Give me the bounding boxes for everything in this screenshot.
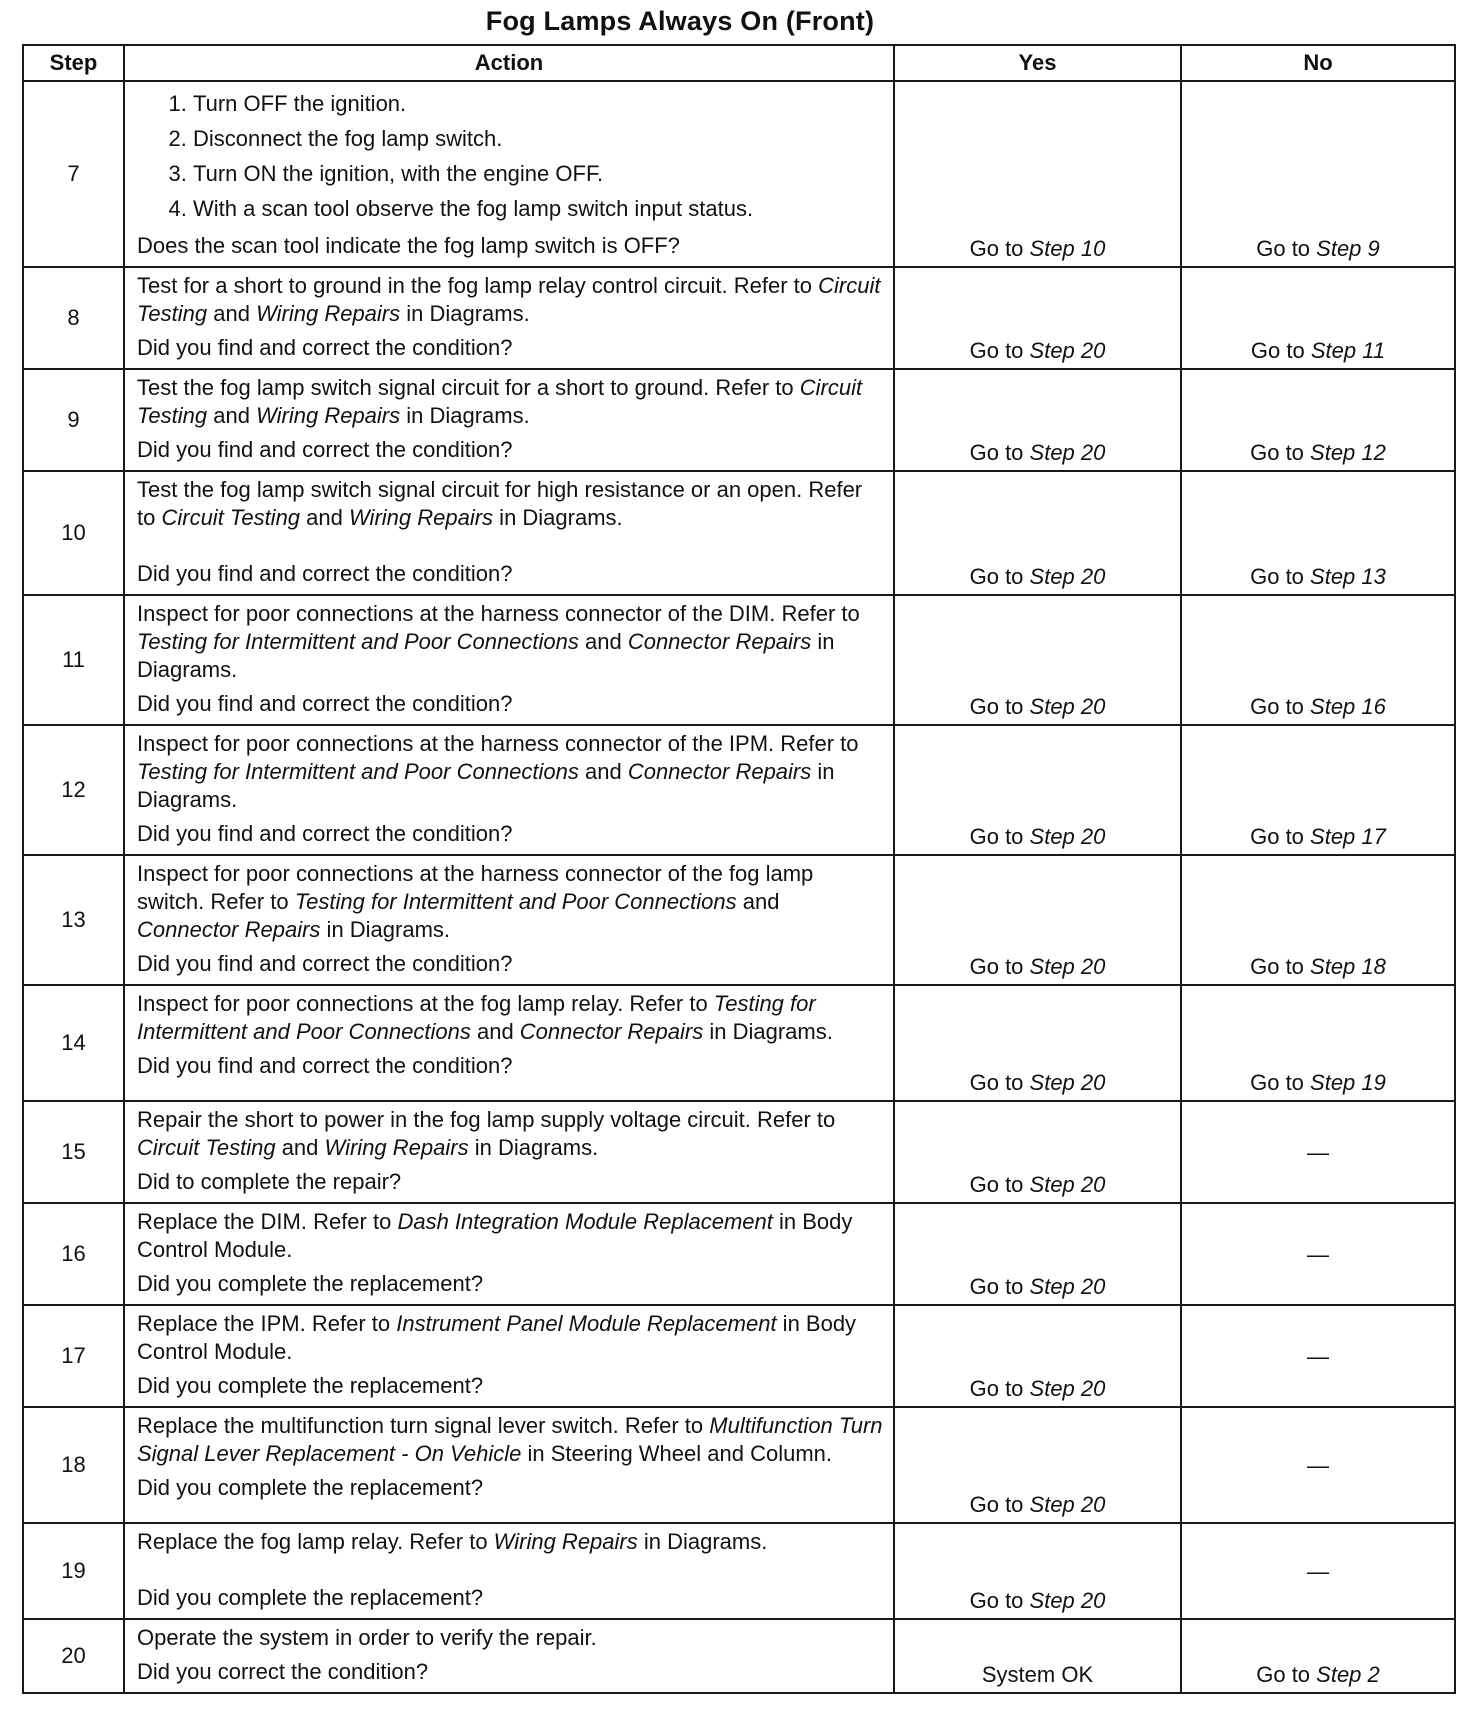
step-number: 13	[23, 855, 124, 985]
goto-step-target: Step 11	[1310, 338, 1386, 363]
no-outcome: —	[1181, 1407, 1455, 1523]
reference-title: Circuit Testing	[137, 375, 863, 428]
action-cell	[124, 1407, 894, 1523]
action-text-segment: in Steering Wheel and Column.	[521, 1441, 833, 1466]
no-outcome	[1181, 985, 1455, 1101]
reference-title: Testing for Intermittent and Poor Connections	[137, 991, 816, 1044]
action-question: Did you find and correct the condition?	[137, 691, 513, 716]
action-text-segment: Test the fog lamp switch signal circuit for high resistance or an open. Refer to	[137, 477, 863, 530]
reference-title: Wiring Repairs	[348, 505, 494, 530]
reference-title: Circuit Testing	[161, 505, 301, 530]
action-question: Does the scan tool indicate the fog lamp switch is OFF?	[137, 233, 680, 258]
action-text	[137, 1106, 883, 1162]
step-number: 19	[23, 1523, 124, 1619]
action-text	[137, 1412, 883, 1468]
step-number: 12	[23, 725, 124, 855]
action-text	[137, 1528, 883, 1556]
action-step-item: 4. With a scan tool observe the fog lamp switch input status.	[193, 191, 883, 226]
action-cell	[124, 1619, 894, 1693]
goto-step-target: Step 18	[1310, 954, 1386, 979]
goto-prefix: Go to	[969, 954, 1030, 979]
yes-outcome	[894, 267, 1181, 369]
no-outcome: —	[1181, 1305, 1455, 1407]
yes-outcome	[894, 1407, 1181, 1523]
action-text-segment: in Body Control Module.	[137, 1209, 853, 1262]
reference-title: Testing for Intermittent and Poor Connections	[294, 889, 737, 914]
table-row	[23, 1101, 1455, 1203]
action-text-segment: in Diagrams.	[703, 1019, 833, 1044]
action-question: Did you correct the condition?	[137, 1659, 429, 1684]
action-text-segment: and	[207, 403, 257, 428]
step-number: 15	[23, 1101, 124, 1203]
goto-step-target: Step 20	[1029, 1588, 1106, 1613]
table-row	[23, 1203, 1455, 1305]
action-question: Did to complete the repair?	[137, 1169, 402, 1194]
action-step-item: 1. Turn OFF the ignition.	[193, 86, 883, 121]
step-number: 9	[23, 369, 124, 471]
yes-column-header: Yes	[894, 45, 1181, 81]
action-text	[137, 1624, 883, 1652]
goto-prefix: Go to	[1250, 338, 1311, 363]
action-question: Did you complete the replacement?	[137, 1373, 484, 1398]
goto-step-target: Step 17	[1310, 824, 1386, 849]
action-cell	[124, 595, 894, 725]
action-text-segment: and	[578, 759, 628, 784]
action-text-segment: Inspect for poor connections at the fog lamp relay. Refer to	[137, 991, 714, 1016]
action-text-segment: Replace the multifunction turn signal lever switch. Refer to	[137, 1413, 710, 1438]
action-steps-list	[137, 86, 883, 226]
action-cell	[124, 267, 894, 369]
reference-title: Wiring Repairs	[256, 301, 401, 326]
step-number: 20	[23, 1619, 124, 1693]
action-text	[137, 1208, 883, 1264]
step-number: 17	[23, 1305, 124, 1407]
yes-outcome	[894, 81, 1181, 267]
table-row	[23, 1305, 1455, 1407]
yes-outcome: System OK	[894, 1619, 1181, 1693]
action-text-segment: in Diagrams.	[320, 917, 451, 942]
table-row	[23, 1523, 1455, 1619]
table-row	[23, 725, 1455, 855]
reference-title: Connector Repairs	[137, 917, 321, 942]
yes-outcome	[894, 369, 1181, 471]
action-cell	[124, 855, 894, 985]
table-row	[23, 369, 1455, 471]
goto-prefix: Go to	[969, 1274, 1030, 1299]
goto-prefix: Go to	[969, 564, 1030, 589]
action-cell	[124, 1305, 894, 1407]
action-step-item: 2. Disconnect the fog lamp switch.	[193, 121, 883, 156]
goto-step-target: Step 13	[1310, 564, 1386, 589]
goto-prefix: Go to	[969, 694, 1030, 719]
table-row	[23, 595, 1455, 725]
action-text	[137, 990, 883, 1046]
goto-prefix: Go to	[969, 236, 1030, 261]
action-text-segment: Inspect for poor connections at the harness connector of the IPM. Refer to	[137, 731, 859, 756]
goto-step-target: Step 10	[1029, 236, 1106, 261]
reference-title: Multifunction Turn Signal Lever Replacement - On Vehicle	[137, 1413, 883, 1466]
table-row	[23, 471, 1455, 595]
action-text-segment: Replace the IPM. Refer to	[137, 1311, 397, 1336]
action-text-segment: Replace the DIM. Refer to	[137, 1209, 398, 1234]
action-question: Did you find and correct the condition?	[137, 821, 513, 846]
goto-prefix: Go to	[969, 338, 1030, 363]
no-outcome	[1181, 369, 1455, 471]
goto-step-target: Step 16	[1310, 694, 1386, 719]
goto-prefix: Go to	[969, 1070, 1030, 1095]
goto-step-target: Step 19	[1310, 1070, 1386, 1095]
yes-outcome	[894, 595, 1181, 725]
goto-prefix: Go to	[1256, 1662, 1317, 1687]
reference-title: Testing for Intermittent and Poor Connections	[137, 629, 579, 654]
action-question: Did you complete the replacement?	[137, 1585, 484, 1610]
no-outcome	[1181, 1619, 1455, 1693]
goto-prefix: Go to	[969, 824, 1030, 849]
no-outcome: —	[1181, 1101, 1455, 1203]
table-row	[23, 1407, 1455, 1523]
action-text-segment: Test the fog lamp switch signal circuit for a short to ground. Refer to	[137, 375, 800, 400]
header-row	[23, 45, 1455, 81]
action-cell	[124, 985, 894, 1101]
no-outcome: —	[1181, 1203, 1455, 1305]
no-column-header: No	[1181, 45, 1455, 81]
action-text-segment: Replace the fog lamp relay. Refer to	[137, 1529, 494, 1554]
action-text	[137, 860, 883, 944]
action-text-segment: and	[470, 1019, 520, 1044]
action-text-segment: Inspect for poor connections at the harness connector of the DIM. Refer to	[137, 601, 860, 626]
action-text-segment: in Diagrams.	[468, 1135, 599, 1160]
action-cell	[124, 369, 894, 471]
action-text-segment: in Diagrams.	[637, 1529, 768, 1554]
step-number: 7	[23, 81, 124, 267]
table-row	[23, 81, 1455, 267]
no-outcome: —	[1181, 1523, 1455, 1619]
table-row	[23, 855, 1455, 985]
step-number: 8	[23, 267, 124, 369]
yes-outcome	[894, 1101, 1181, 1203]
action-cell	[124, 1203, 894, 1305]
reference-title: Connector Repairs	[627, 759, 812, 784]
goto-prefix: Go to	[969, 1172, 1030, 1197]
action-text	[137, 272, 883, 328]
action-text-segment: and	[275, 1135, 325, 1160]
goto-step-target: Step 20	[1029, 1070, 1106, 1095]
reference-title: Wiring Repairs	[324, 1135, 469, 1160]
goto-prefix: Go to	[969, 1492, 1030, 1517]
step-number: 10	[23, 471, 124, 595]
yes-outcome	[894, 985, 1181, 1101]
no-outcome	[1181, 725, 1455, 855]
reference-title: Wiring Repairs	[493, 1529, 638, 1554]
action-text-segment: in Diagrams.	[137, 629, 835, 682]
reference-title: Testing for Intermittent and Poor Connections	[137, 759, 579, 784]
diagnostic-table	[22, 44, 1456, 1694]
action-step-item: 3. Turn ON the ignition, with the engine OFF.	[193, 156, 883, 191]
goto-prefix: Go to	[1250, 440, 1311, 465]
action-text-segment: and	[300, 505, 349, 530]
page-title: Fog Lamps Always On (Front)	[485, 6, 875, 36]
action-text-segment: and	[578, 629, 628, 654]
step-number: 16	[23, 1203, 124, 1305]
goto-step-target: Step 20	[1029, 338, 1106, 363]
action-question: Did you find and correct the condition?	[137, 335, 513, 360]
goto-step-target: Step 20	[1029, 564, 1106, 589]
yes-outcome	[894, 471, 1181, 595]
action-cell	[124, 725, 894, 855]
no-outcome	[1181, 81, 1455, 267]
goto-prefix: Go to	[1250, 824, 1311, 849]
no-outcome	[1181, 855, 1455, 985]
table-row	[23, 1619, 1455, 1693]
action-question: Did you find and correct the condition?	[137, 1053, 513, 1078]
action-text	[137, 374, 883, 430]
action-question: Did you find and correct the condition?	[137, 951, 513, 976]
goto-step-target: Step 20	[1029, 440, 1106, 465]
action-text	[137, 476, 883, 532]
action-question: Did you complete the replacement?	[137, 1475, 484, 1500]
action-text-segment: Test for a short to ground in the fog lamp relay control circuit. Refer to	[137, 273, 819, 298]
table-row	[23, 985, 1455, 1101]
action-text	[137, 730, 883, 814]
step-number: 14	[23, 985, 124, 1101]
action-column-header: Action	[124, 45, 894, 81]
goto-prefix: Go to	[1250, 1070, 1311, 1095]
reference-title: Circuit Testing	[137, 1135, 276, 1160]
no-outcome	[1181, 595, 1455, 725]
yes-outcome	[894, 725, 1181, 855]
table-body	[23, 81, 1455, 1693]
step-number: 18	[23, 1407, 124, 1523]
goto-step-target: Step 2	[1316, 1662, 1380, 1687]
action-text-segment: in Diagrams.	[493, 505, 623, 530]
yes-outcome	[894, 1305, 1181, 1407]
goto-prefix: Go to	[1250, 694, 1311, 719]
goto-step-target: Step 20	[1029, 824, 1106, 849]
goto-step-target: Step 20	[1029, 1274, 1106, 1299]
action-text-segment: Inspect for poor connections at the harness connector of the fog lamp switch. Refer to	[137, 861, 814, 914]
goto-step-target: Step 9	[1316, 236, 1380, 261]
reference-title: Connector Repairs	[519, 1019, 704, 1044]
no-outcome	[1181, 267, 1455, 369]
goto-prefix: Go to	[1250, 954, 1311, 979]
step-number: 11	[23, 595, 124, 725]
action-text-segment: in Diagrams.	[400, 301, 530, 326]
goto-step-target: Step 20	[1029, 1492, 1106, 1517]
step-column-header: Step	[23, 45, 124, 81]
reference-title: Connector Repairs	[627, 629, 812, 654]
action-text-segment: Repair the short to power in the fog lamp supply voltage circuit. Refer to	[137, 1107, 836, 1132]
goto-step-target: Step 20	[1029, 954, 1106, 979]
goto-prefix: Go to	[1256, 236, 1317, 261]
action-text-segment: Operate the system in order to verify the repair.	[137, 1625, 597, 1650]
action-text	[137, 600, 883, 684]
action-text-segment: in Diagrams.	[400, 403, 530, 428]
reference-title: Instrument Panel Module Replacement	[396, 1311, 777, 1336]
action-question: Did you find and correct the condition?	[137, 561, 513, 586]
action-question: Did you complete the replacement?	[137, 1271, 484, 1296]
yes-outcome	[894, 1203, 1181, 1305]
action-text-segment: and	[736, 889, 780, 914]
reference-title: Wiring Repairs	[256, 403, 401, 428]
yes-outcome	[894, 1523, 1181, 1619]
goto-prefix: Go to	[969, 1588, 1030, 1613]
action-text	[137, 1310, 883, 1366]
action-question: Did you find and correct the condition?	[137, 437, 513, 462]
action-cell	[124, 1523, 894, 1619]
action-cell	[124, 1101, 894, 1203]
goto-step-target: Step 20	[1029, 1172, 1106, 1197]
reference-title: Circuit Testing	[137, 273, 881, 326]
yes-outcome	[894, 855, 1181, 985]
goto-prefix: Go to	[969, 440, 1030, 465]
action-text-segment: in Body Control Module.	[137, 1311, 857, 1364]
goto-prefix: Go to	[1250, 564, 1311, 589]
action-text-segment: and	[207, 301, 257, 326]
reference-title: Dash Integration Module Replacement	[397, 1209, 773, 1234]
table-row	[23, 267, 1455, 369]
goto-step-target: Step 20	[1029, 1376, 1106, 1401]
goto-step-target: Step 12	[1310, 440, 1386, 465]
action-cell	[124, 471, 894, 595]
goto-step-target: Step 20	[1029, 694, 1106, 719]
no-outcome	[1181, 471, 1455, 595]
action-text-segment: in Diagrams.	[137, 759, 835, 812]
action-cell	[124, 81, 894, 267]
goto-prefix: Go to	[969, 1376, 1030, 1401]
